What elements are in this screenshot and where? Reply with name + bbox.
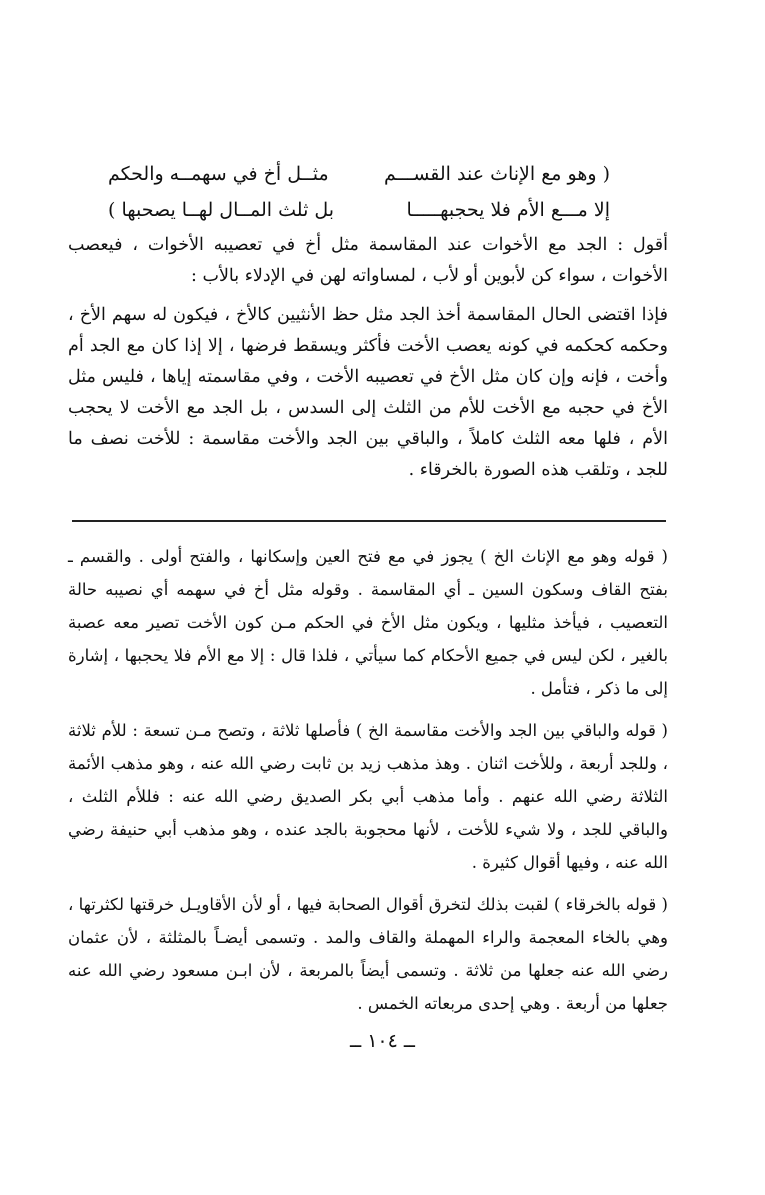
commentary-paragraph-1: أقول : الجد مع الأخوات عند المقاسمة مثل أخ في تعصيبه الأخوات ، فيعصب الأخوات ، سواء كن لأبوين أو لأب ، لمساواته لهن في الإدلاء بالأب : xyxy=(68,235,668,286)
poem-verse-2-second-hemistich: بل ثلث المــال لهــا يصحبها ) xyxy=(108,199,335,221)
footnote-2: ( قوله والباقي بين الجد والأخت مقاسمة الخ ) فأصلها ثلاثة ، وتصح مـن تسعة : للأم ثلاثة ، وللجد أربعة ، وللأخت اثنان . وهذ مذهب زيد بن ثابت رضي الله عنه ، وهو مذهب الأئمة الثلاثة رضي الله عنهم . وأما مذهب أبي بكر الصديق رضي الله عنه : فللأم الثلث ، والباقي للجد ، ولا شيء للأخت ، لأنها محجوبة بالجد عنده ، وهو مذهب أبي حنيفة رضي الله عنه ، وفيها أقوال كثيرة . xyxy=(68,721,668,872)
poem-verse-2-first-hemistich: إلا مـــع الأم فلا يحجبهـــــا xyxy=(406,199,610,221)
commentary-paragraph-2: فإذا اقتضى الحال المقاسمة أخذ الجد مثل حظ الأنثيين كالأخ ، فيكون له سهم الأخ ، وحكمه كحكمه في كونه يعصب الأخت فأكثر ويسقط فرضها ، إلا إذا كان مع الجد أم وأخت ، فإنه وإن كان مثل الأخ في تعصيبه الأخت ، وفي مقاسمته إياها ، فليس مثل الأخ في حجبه مع الأخت للأم من الثلث إلى السدس ، بل الجد مع الأخت لا يحجب الأم ، فلها معه الثلث كاملاً ، والباقي بين الجد والأخت مقاسمة : للأخت نصف ما للجد ، وتلقب هذه الصورة بالخرقاء . xyxy=(68,305,668,480)
poem-verse-1-first-hemistich: ( وهو مع الإناث عند القســـم xyxy=(383,163,610,185)
footnotes-block xyxy=(68,540,668,1029)
poem-verse-1-second-hemistich: مثــل أخ في سهمــه والحكم xyxy=(108,163,329,185)
poem-verse-1 xyxy=(108,157,610,191)
footnote-3: ( قوله بالخرقاء ) لقبت بذلك لتخرق أقوال الصحابة فيها ، أو لأن الأقاويـل خرقتها لكثرتها ، وهي بالخاء المعجمة والراء المهملة والقاف والمد . وتسمى أيضـاً بالمثلثة ، لأن عثمان رضي الله عنه جعلها من ثلاثة . وتسمى أيضاً بالمربعة ، لأن ابـن مسعود رضي الله عنه جعلها من أربعة . وهي إحدى مربعاته الخمس . xyxy=(68,895,668,1013)
page-number: ــ ١٠٤ ــ xyxy=(350,1030,415,1052)
poem-verse-2 xyxy=(108,193,610,227)
footnote-1: ( قوله وهو مع الإناث الخ ) يجوز في مع فتح العين وإسكانها ، والفتح أولى . والقسم ـ بفتح القاف وسكون السين ـ أي المقاسمة . وقوله مثل أخ في سهمه أي نصيبه حالة التعصيب ، فيأخذ مثليها ، ويكون مثل الأخ في الحكم مـن كون الأخت تصير معه عصبة بالغير ، لكن ليس في جميع الأحكام كما سيأتي ، فلذا قال : إلا مع الأم فلا يحجبها ، إشارة إلى ما ذكر ، فتأمل . xyxy=(68,547,668,698)
footnote-divider xyxy=(72,520,666,522)
commentary-block xyxy=(68,230,668,486)
